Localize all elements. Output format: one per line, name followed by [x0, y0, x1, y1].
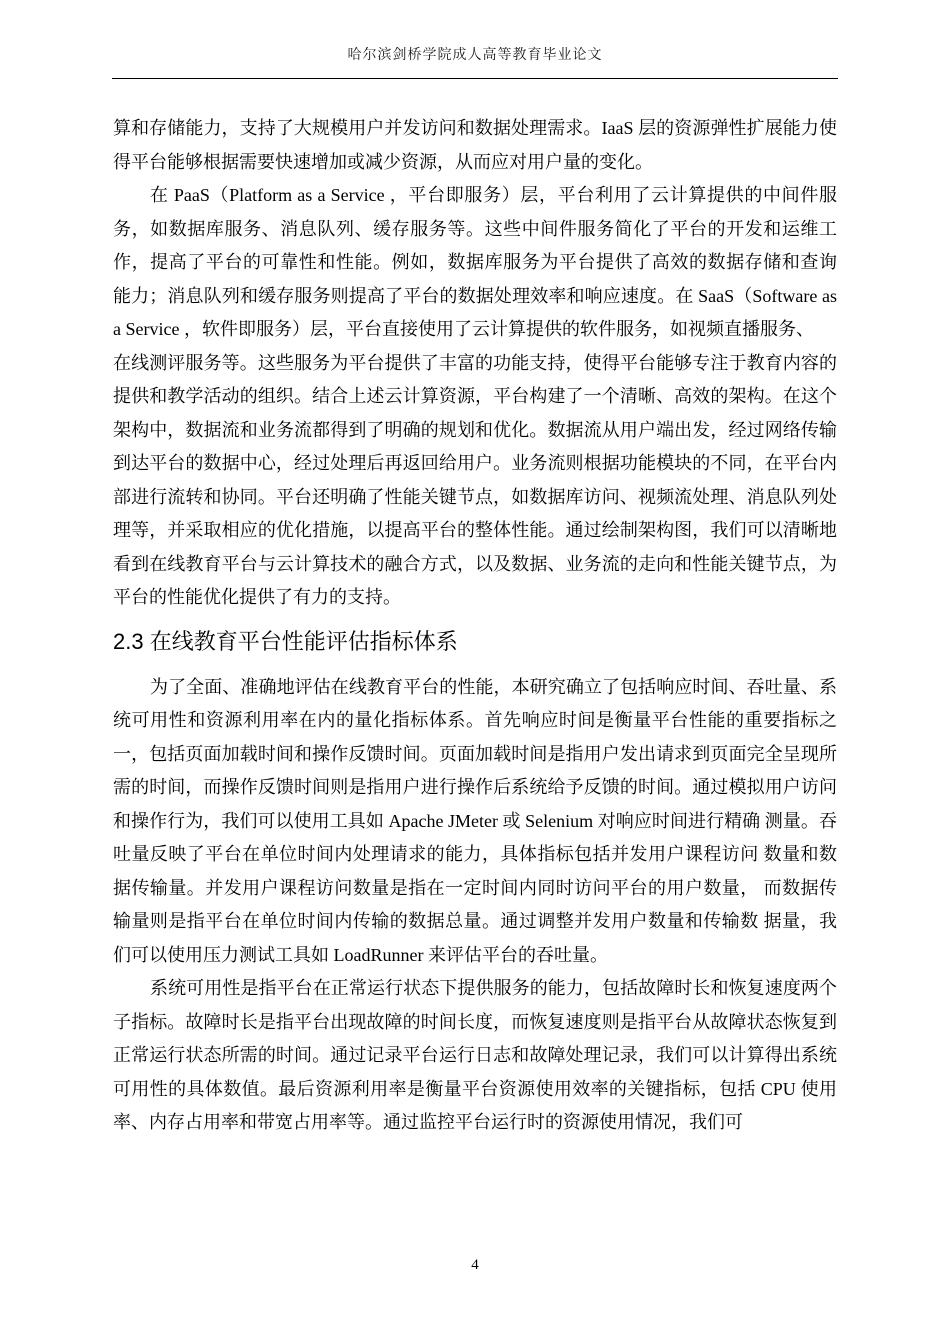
header-divider [112, 78, 838, 79]
page-header [112, 44, 838, 64]
header-title: 哈尔滨剑桥学院成人高等教育毕业论文 [347, 48, 603, 63]
paragraph-architecture: 在线测评服务等。这些服务为平台提供了丰富的功能支持，使得平台能够专注于教育内容的提供和教学活动的组织。结合上述云计算资源，平台构建了一个清晰、高效的架构。在这个架构中，数据流和业务流都得到了明确的规划和优化。数据流从用户端出发，经过网络传输到达平台的数据中心，经过处理后再返回给用户。业务流则根据功能模块的不同，在平台内部进行流转和协同。平台还明确了性能关键节点，如数据库访问、视频流处理、消息队列处理等，并采取相应的优化措施，以提高平台的整体性能。通过绘制架构图，我们可以清晰地看到在线教育平台与云计算技术的融合方式，以及数据、业务流的走向和性能关键节点，为平台的性能优化提供了有力的支持。 [113, 352, 837, 607]
paragraph-availability: 系统可用性是指平台在正常运行状态下提供服务的能力，包括故障时长和恢复速度两个子指标。故障时长是指平台出现故障的时间长度，而恢复速度则是指平台从故障状态恢复到正常运行状态所需的时间。通过记录平台运行日志和故障处理记录，我们可以计算得出系统可用性的具体数值。最后资源利用率是衡量平台资源使用效率的关键指标，包括 CPU 使用率、内存占用率和带宽占用率等。通过监控平台运行时的资源使用情况，我们可 [113, 978, 837, 1132]
paragraph-metrics: 为了全面、准确地评估在线教育平台的性能，本研究确立了包括响应时间、吞吐量、系统可用性和资源利用率在内的量化指标体系。首先响应时间是衡量平台性能的重要指标之一，包括页面加载时间和操作反馈时间。页面加载时间是指用户发出请求到页面完全呈现所需的时间，而操作反馈时间则是指用户进行操作后系统给予反馈的时间。通过模拟用户访问和操作行为，我们可以使用工具如 Apache JMeter 或 Selenium 对响应时间进行精确 测量。吞吐量反映了平台在单位时间内处理请求的能力，具体指标包括并发用户课程访问 数量和数据传输量。并发用户课程访问数量是指在一定时间内同时访问平台的用户数量， 而数据传输量则是指平台在单位时间内传输的数据总量。通过调整并发用户数量和传输数 据量，我们可以使用压力测试工具如 LoadRunner 来评估平台的吞吐量。 [113, 676, 837, 965]
paragraph-paas-saas: 在 PaaS（Platform as a Service ，平台即服务）层，平台利用了云计算提供的中间件服 务，如数据库服务、消息队列、缓存服务等。这些中间件服务简化了平台的开发和运维工 作，提高了平台的可靠性和性能。例如，数据库服务为平台提供了高效的数据存储和查询 能力；消息队列和缓存服务则提高了平台的数据处理效率和响应速度。在 SaaS（Software as a Service ，软件即服务）层，平台直接使用了云计算提供的软件服务，如视频直播服务、 [113, 185, 837, 339]
paragraph-continuation: 算和存储能力，支持了大规模用户并发访问和数据处理需求。IaaS 层的资源弹性扩展能力使得平台能够根据需要快速增加或减少资源，从而应对用户量的变化。 [113, 118, 837, 172]
page-footer [0, 1256, 950, 1274]
document-body [113, 112, 837, 1140]
page-number: 4 [471, 1257, 479, 1273]
section-heading: 2.3 在线教育平台性能评估指标体系 [113, 628, 458, 654]
